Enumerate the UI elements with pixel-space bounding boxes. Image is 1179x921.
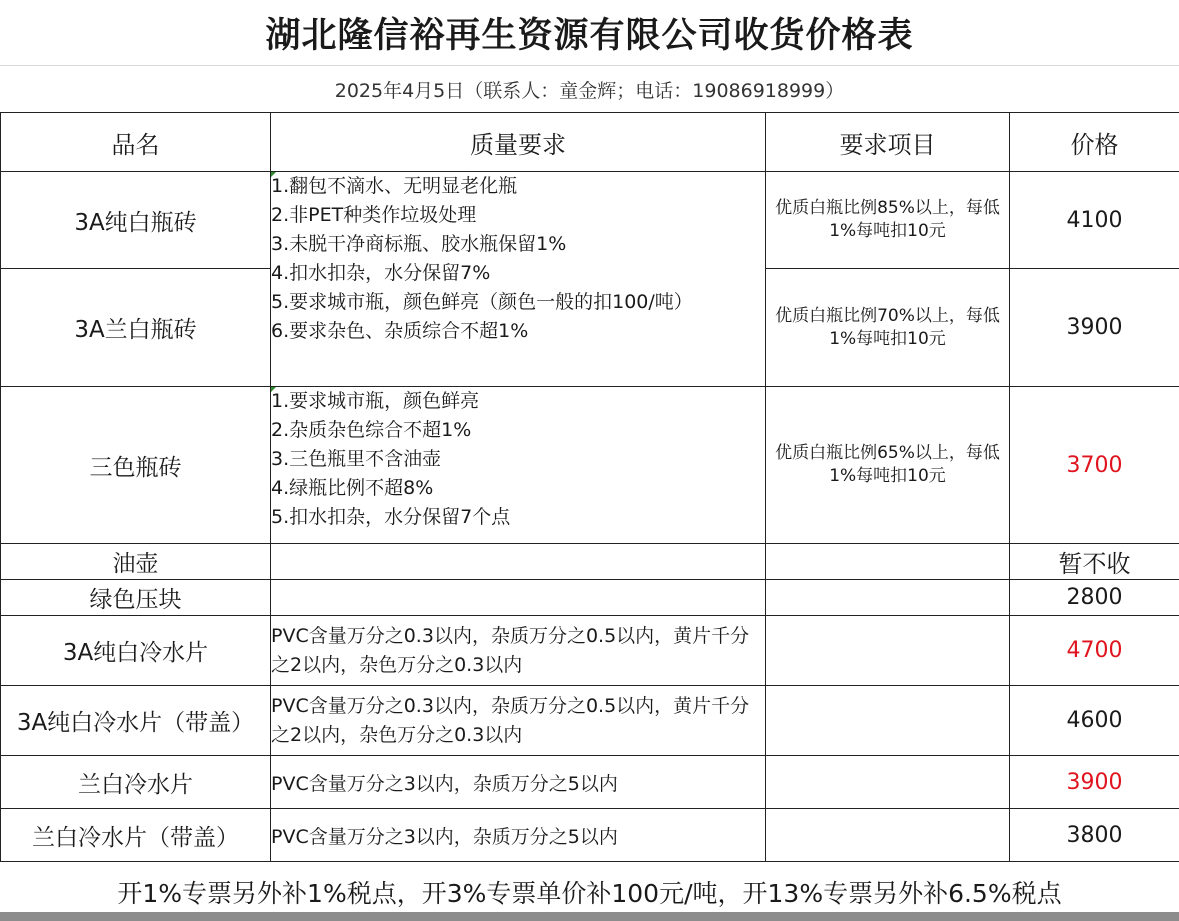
product-name: 3A兰白瓶砖 [1,269,271,387]
table-row [1,544,1179,580]
quality-line: 4.绿瓶比例不超8% [271,477,434,499]
price-value: 4100 [1010,172,1179,269]
product-name: 兰白冷水片 [1,756,271,809]
quality-line: 3.三色瓶里不含油壶 [271,448,442,470]
price-value: 4700 [1010,616,1179,686]
table-row [1,616,1179,686]
quality-line: 4.扣水扣杂，水分保留7% [271,262,491,284]
comment-marker [271,172,276,177]
comment-marker [271,387,276,392]
price-value: 3900 [1010,269,1179,387]
quality-line: 5.要求城市瓶，颜色鲜亮（颜色一般的扣100/吨） [271,291,693,313]
price-table [0,112,1179,862]
bottom-edge-bar [0,912,1179,921]
header-quality: 质量要求 [271,113,766,172]
product-name: 兰白冷水片（带盖） [1,809,271,862]
table-row [1,756,1179,809]
requirement-text: 优质白瓶比例65%以上，每低1%每吨扣10元 [766,387,1010,544]
header-requirement: 要求项目 [766,113,1010,172]
table-row [1,686,1179,756]
requirement-text [766,544,1010,580]
table-row [1,387,1179,544]
price-value: 3800 [1010,809,1179,862]
quality-text [271,580,766,616]
product-name: 3A纯白冷水片（带盖） [1,686,271,756]
price-value: 4600 [1010,686,1179,756]
requirement-text [766,580,1010,616]
product-name: 三色瓶砖 [1,387,271,544]
quality-line: 1.要求城市瓶，颜色鲜亮 [271,390,480,412]
table-header-row [1,113,1179,172]
quality-line: 3.未脱干净商标瓶、胶水瓶保留1% [271,233,567,255]
table-row [1,580,1179,616]
price-value: 3700 [1010,387,1179,544]
requirement-text [766,686,1010,756]
page-title: 湖北隆信裕再生资源有限公司收货价格表 [0,0,1179,66]
quality-text: PVC含量万分之3以内，杂质万分之5以内 [271,756,766,809]
requirement-text [766,756,1010,809]
price-value: 3900 [1010,756,1179,809]
quality-text [271,544,766,580]
product-name: 3A纯白瓶砖 [1,172,271,269]
quality-line: 6.要求杂色、杂质综合不超1% [271,320,529,342]
requirement-text [766,616,1010,686]
quality-text: PVC含量万分之0.3以内，杂质万分之0.5以内，黄片千分之2以内，杂色万分之0.3以内 [271,616,766,686]
quality-line: 5.扣水扣杂，水分保留7个点 [271,506,511,528]
quality-line: 2.非PET种类作垃圾处理 [271,204,477,226]
quality-line: 1.翻包不滴水、无明显老化瓶 [271,175,518,197]
product-name: 油壶 [1,544,271,580]
header-price: 价格 [1010,113,1179,172]
header-name: 品名 [1,113,271,172]
price-value: 暂不收 [1010,544,1179,580]
product-name: 绿色压块 [1,580,271,616]
table-row [1,172,1179,269]
requirement-text: 优质白瓶比例70%以上，每低1%每吨扣10元 [766,269,1010,387]
requirement-text [766,809,1010,862]
table-row [1,809,1179,862]
price-value: 2800 [1010,580,1179,616]
tax-note: 开1%专票另外补1%税点，开3%专票单价补100元/吨，开13%专票另外补6.5%税点 [117,878,1062,908]
quality-cell-bottle-bricks [271,172,766,387]
quality-cell-tricolor [271,387,766,544]
quality-text: PVC含量万分之3以内，杂质万分之5以内 [271,809,766,862]
quality-text: PVC含量万分之0.3以内，杂质万分之0.5以内，黄片千分之2以内，杂色万分之0.3以内 [271,686,766,756]
quality-line: 2.杂质杂色综合不超1% [271,419,472,441]
requirement-text: 优质白瓶比例85%以上，每低1%每吨扣10元 [766,172,1010,269]
product-name: 3A纯白冷水片 [1,616,271,686]
date-contact-line: 2025年4月5日（联系人：童金辉；电话：19086918999） [334,79,845,102]
